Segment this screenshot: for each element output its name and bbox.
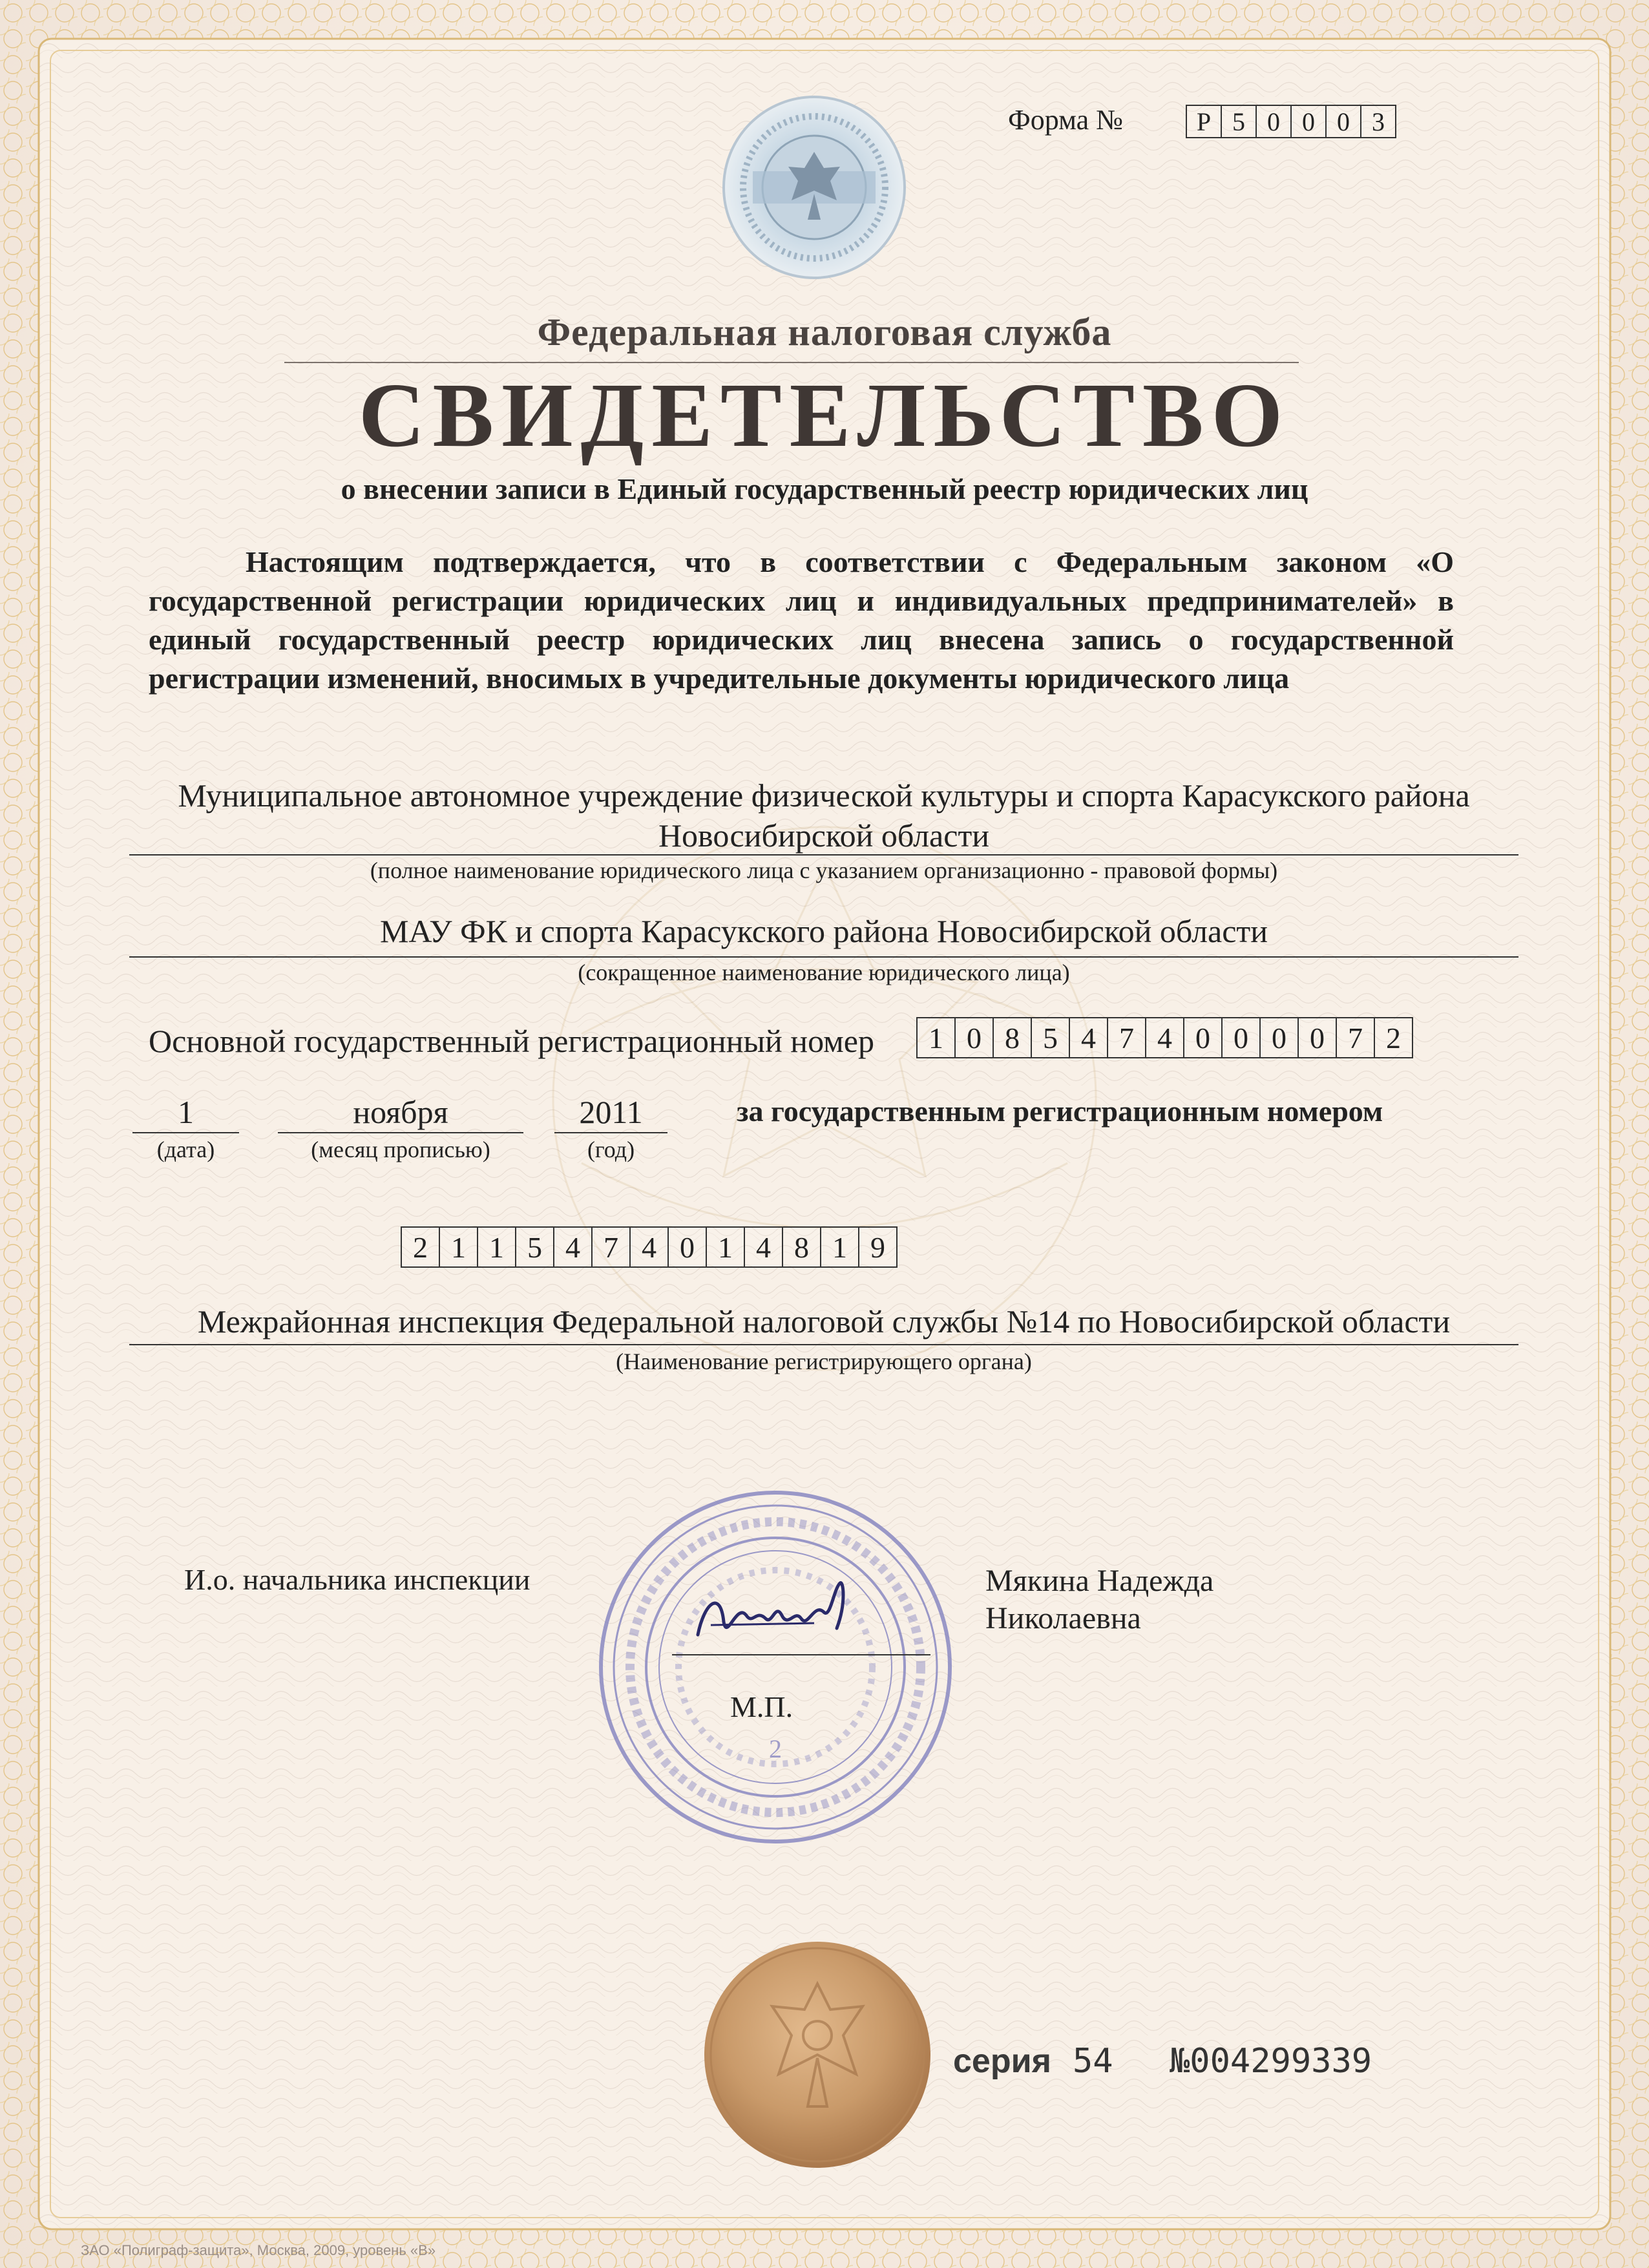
certificate-subtitle: о внесении записи в Единый государственный реестр юридических лиц bbox=[341, 472, 1308, 505]
form-code-boxes bbox=[1186, 105, 1396, 138]
day-caption: (дата) bbox=[156, 1137, 215, 1162]
signer-name-line2: Николаевна bbox=[985, 1601, 1141, 1635]
ogrn-digit: 0 bbox=[954, 1017, 993, 1058]
form-code-cell: Р bbox=[1186, 105, 1221, 138]
official-stamp-icon bbox=[594, 1486, 956, 1848]
full-name-rule bbox=[129, 854, 1518, 856]
form-label: Форма № bbox=[1008, 104, 1124, 136]
series-value: 54 bbox=[1073, 2042, 1113, 2081]
ogrn-digit: 4 bbox=[1145, 1017, 1183, 1058]
grn-boxes bbox=[401, 1226, 898, 1268]
printer-note: ЗАО «Полиграф-защита», Москва, 2009, уровень «В» bbox=[81, 2242, 436, 2258]
grn-digit: 1 bbox=[706, 1226, 744, 1268]
registration-day: 1 bbox=[178, 1094, 194, 1130]
ogrn-label: Основной государственный регистрационный номер bbox=[149, 1023, 874, 1059]
registration-month: ноября bbox=[353, 1094, 448, 1130]
grn-digit: 4 bbox=[629, 1226, 667, 1268]
form-code-cell: 0 bbox=[1290, 105, 1325, 138]
hologram-emblem-icon bbox=[717, 90, 911, 284]
handwritten-signature-icon bbox=[685, 1564, 866, 1654]
year-rule bbox=[554, 1132, 667, 1133]
grn-digit: 0 bbox=[667, 1226, 706, 1268]
grn-digit: 1 bbox=[477, 1226, 515, 1268]
grn-digit: 5 bbox=[515, 1226, 553, 1268]
confirmation-text: Настоящим подтверждается, что в соответствии с Федеральным законом «О государственной регистрации юридических лиц и индивидуальных предпринимателей» в единый государственный реестр юридических лиц внесена запись о государственной регистрации изменений, вносимых в учредительные документы юридического лица bbox=[149, 545, 1454, 695]
day-rule bbox=[132, 1132, 239, 1133]
ogrn-digit: 1 bbox=[916, 1017, 954, 1058]
authority-caption: (Наименование регистрирующего органа) bbox=[616, 1349, 1032, 1374]
ogrn-digit: 0 bbox=[1297, 1017, 1336, 1058]
grn-digit: 8 bbox=[782, 1226, 820, 1268]
grn-digit: 9 bbox=[858, 1226, 898, 1268]
registration-year: 2011 bbox=[579, 1094, 643, 1130]
agency-title: Федеральная налоговая служба bbox=[537, 311, 1112, 353]
ogrn-digit: 8 bbox=[993, 1017, 1031, 1058]
gold-seal-icon bbox=[701, 1938, 934, 2171]
ogrn-digit: 5 bbox=[1031, 1017, 1069, 1058]
signer-position: И.о. начальника инспекции bbox=[184, 1563, 530, 1596]
ogrn-digit: 0 bbox=[1259, 1017, 1297, 1058]
grn-digit: 7 bbox=[591, 1226, 629, 1268]
short-name-caption: (сокращенное наименование юридического лица) bbox=[578, 960, 1070, 985]
entity-full-name: Муниципальное автономное учреждение физической культуры и спорта Карасукского района Новосибирской области bbox=[178, 777, 1470, 854]
ogrn-digit: 0 bbox=[1183, 1017, 1221, 1058]
short-name-rule bbox=[129, 956, 1518, 958]
svg-text:2: 2 bbox=[769, 1734, 782, 1763]
entity-short-name: МАУ ФК и спорта Карасукского района Новосибирской области bbox=[380, 913, 1268, 949]
full-name-caption: (полное наименование юридического лица с указанием организационно - правовой формы) bbox=[370, 857, 1278, 883]
grn-digit: 4 bbox=[553, 1226, 591, 1268]
grn-digit: 2 bbox=[401, 1226, 439, 1268]
ogrn-digit: 2 bbox=[1374, 1017, 1413, 1058]
authority-rule bbox=[129, 1344, 1518, 1345]
signature-rule bbox=[672, 1654, 930, 1655]
month-rule bbox=[278, 1132, 523, 1133]
ogrn-digit: 4 bbox=[1069, 1017, 1107, 1058]
form-code-cell: 0 bbox=[1325, 105, 1360, 138]
ogrn-digit: 7 bbox=[1336, 1017, 1374, 1058]
month-caption: (месяц прописью) bbox=[311, 1137, 490, 1162]
certificate-title: СВИДЕТЕЛЬСТВО bbox=[358, 364, 1291, 466]
form-code-cell: 0 bbox=[1255, 105, 1290, 138]
registering-authority: Межрайонная инспекция Федеральной налоговой службы №14 по Новосибирской области bbox=[197, 1303, 1451, 1339]
ogrn-digit: 7 bbox=[1107, 1017, 1145, 1058]
blank-number: №004299339 bbox=[1170, 2042, 1372, 2081]
series-label: серия bbox=[953, 2042, 1051, 2080]
form-code-cell: 3 bbox=[1360, 105, 1396, 138]
signer-name-line1: Мякина Надежда bbox=[985, 1564, 1214, 1598]
registration-number-label: за государственным регистрационным номером bbox=[737, 1095, 1383, 1128]
ogrn-boxes bbox=[916, 1017, 1413, 1058]
grn-digit: 4 bbox=[744, 1226, 782, 1268]
grn-digit: 1 bbox=[439, 1226, 477, 1268]
signer-name bbox=[985, 1562, 1213, 1637]
ogrn-digit: 0 bbox=[1221, 1017, 1259, 1058]
year-caption: (год) bbox=[587, 1137, 635, 1162]
form-code-cell: 5 bbox=[1221, 105, 1255, 138]
grn-digit: 1 bbox=[820, 1226, 858, 1268]
stamp-place-label: М.П. bbox=[730, 1690, 793, 1723]
